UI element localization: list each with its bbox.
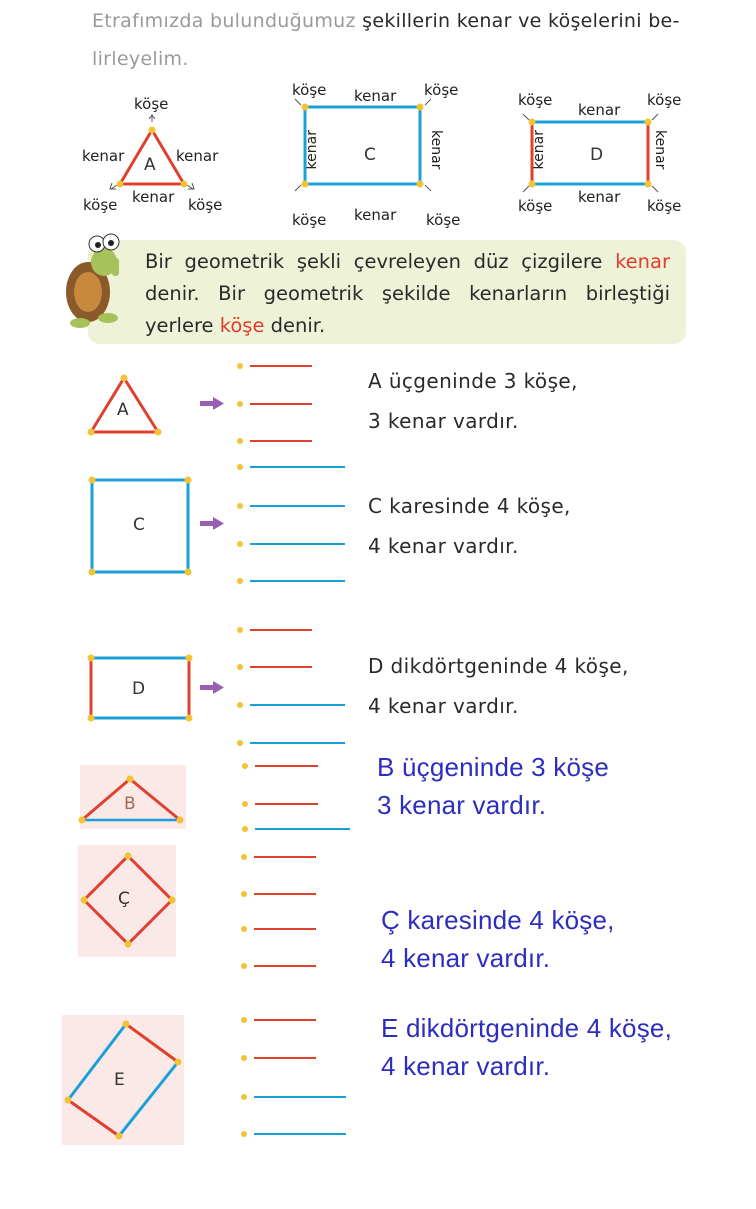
info-kose-term: köşe xyxy=(219,314,265,337)
edge-list-a xyxy=(237,363,312,444)
answer-e-letter: E xyxy=(114,1070,125,1090)
edge-list-d xyxy=(237,627,345,746)
answer-e-line-2: 4 kenar vardır. xyxy=(381,1051,551,1081)
fig-d-right-kenar: kenar xyxy=(652,130,668,170)
fig-d-bl-kose: köşe xyxy=(518,197,553,215)
answer-b-line-1: B üçgeninde 3 köşe xyxy=(377,752,609,782)
fig-c-tl-kose: köşe xyxy=(292,81,327,99)
fig-d-br-kose: köşe xyxy=(647,197,682,215)
row-a-line-1: A üçgeninde 3 köşe, xyxy=(368,369,578,393)
turtle-mascot-icon xyxy=(66,234,119,328)
intro-faded-text: Etrafımızda bulunduğumuz xyxy=(92,10,356,32)
intro-line-2: lirleyelim. xyxy=(92,48,189,70)
fig-d-tr-kose: köşe xyxy=(647,91,682,109)
arrow-right-icons xyxy=(200,397,224,694)
fig-d-left-kenar: kenar xyxy=(531,130,547,170)
fig-c-bottom-kenar: kenar xyxy=(354,206,397,224)
fig-a-left-kenar: kenar xyxy=(82,147,125,165)
fig-c-br-kose: köşe xyxy=(426,211,461,229)
fig-c-top-kenar: kenar xyxy=(354,87,397,105)
square-c-top xyxy=(302,104,424,188)
answer-e-line-1: E dikdörtgeninde 4 köşe, xyxy=(381,1013,672,1043)
fig-d-tl-kose: köşe xyxy=(518,91,553,109)
edge-list-c xyxy=(237,464,345,584)
edge-list-cc xyxy=(241,854,316,969)
fig-c-bl-kose: köşe xyxy=(292,211,327,229)
vertex-arrow-icons xyxy=(110,99,658,192)
row-a-line-2: 3 kenar vardır. xyxy=(368,409,519,433)
row-d-line-2: 4 kenar vardır. xyxy=(368,694,519,718)
edge-list-e xyxy=(241,1017,346,1137)
fig-c-right-kenar: kenar xyxy=(428,130,444,170)
fig-c-letter: C xyxy=(364,145,376,165)
fig-a-bl-kose: köşe xyxy=(83,196,118,214)
info-part2: denir. Bir geometrik şekilde kenarların birleştiği yerlere xyxy=(145,282,670,337)
info-part1: Bir geometrik şekli çevreleyen düz çizgilere xyxy=(145,250,616,273)
info-part3: denir. xyxy=(264,314,326,337)
fig-a-bottom-kenar: kenar xyxy=(132,188,175,206)
fig-a-top-kose: köşe xyxy=(134,95,169,113)
row-a-letter: A xyxy=(117,400,129,420)
fig-a-right-kenar: kenar xyxy=(176,147,219,165)
fig-c-tr-kose: köşe xyxy=(424,81,459,99)
fig-a-letter: A xyxy=(144,155,156,175)
fig-a-br-kose: köşe xyxy=(188,196,223,214)
answer-cc-letter: Ç xyxy=(118,889,130,909)
row-c-letter: C xyxy=(133,515,145,535)
rectangle-d-top xyxy=(529,119,652,188)
answer-b-letter: B xyxy=(124,794,136,814)
row-c-line-1: C karesinde 4 köşe, xyxy=(368,494,571,518)
fig-d-letter: D xyxy=(590,145,604,165)
edge-list-b xyxy=(242,763,350,832)
row-c-line-2: 4 kenar vardır. xyxy=(368,534,519,558)
triangle-a-top xyxy=(117,127,188,188)
fig-d-bottom-kenar: kenar xyxy=(578,188,621,206)
row-d-letter: D xyxy=(132,679,146,699)
answer-cc-line-2: 4 kenar vardır. xyxy=(381,943,551,973)
intro-text: şekillerin kenar ve köşelerini be- xyxy=(362,10,680,32)
info-kenar-term: kenar xyxy=(615,250,670,273)
row-d-line-1: D dikdörtgeninde 4 köşe, xyxy=(368,654,629,678)
answer-b-line-2: 3 kenar vardır. xyxy=(377,790,547,820)
fig-d-top-kenar: kenar xyxy=(578,101,621,119)
answer-cc-line-1: Ç karesinde 4 köşe, xyxy=(381,905,615,935)
fig-c-left-kenar: kenar xyxy=(304,130,320,170)
